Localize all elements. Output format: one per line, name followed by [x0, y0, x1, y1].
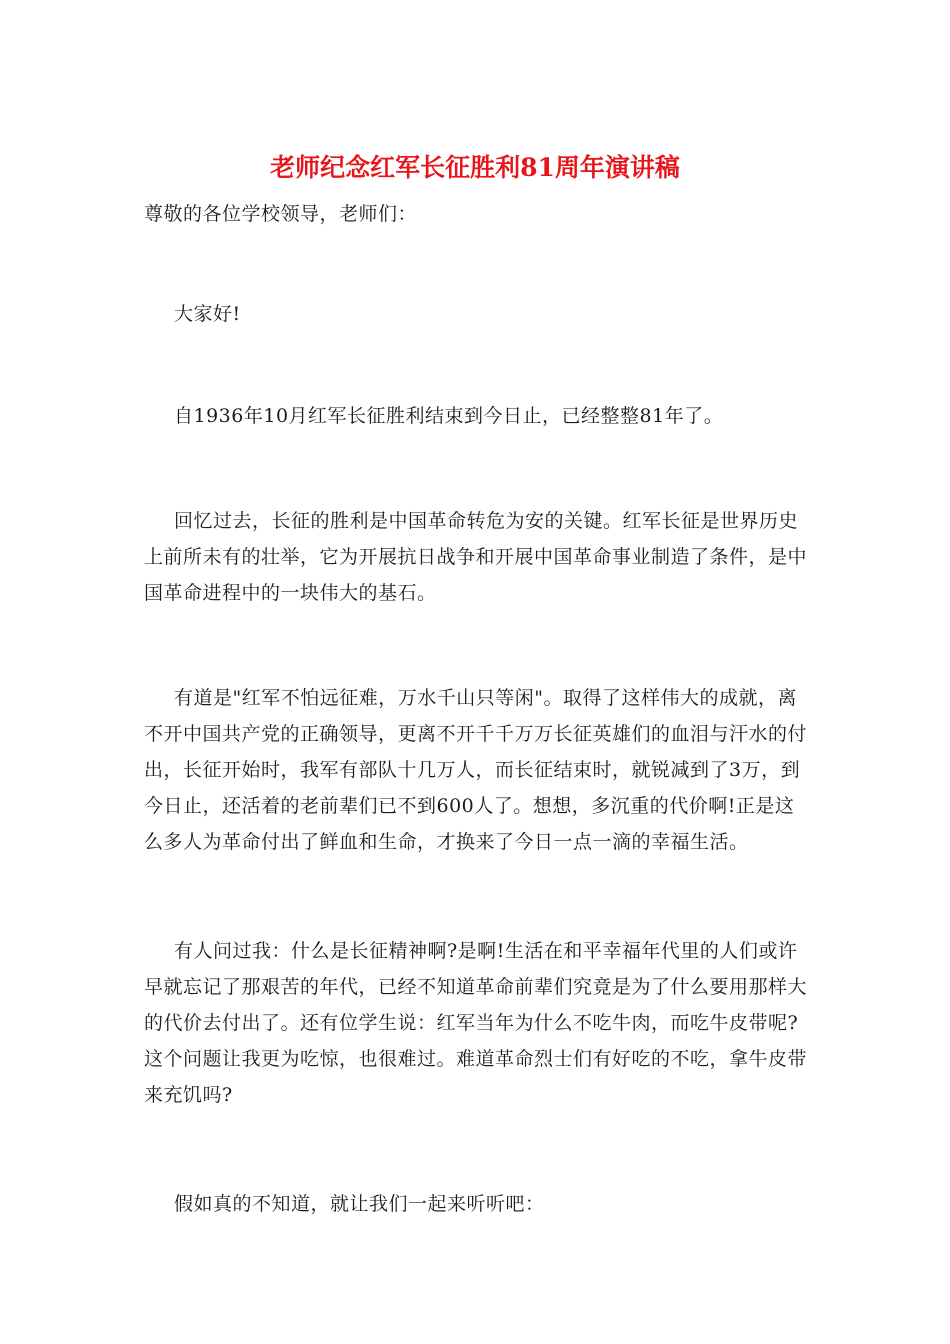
greeting: 大家好! — [174, 303, 241, 325]
paragraph-4: 有人问过我：什么是长征精神啊?是啊!生活在和平幸福年代里的人们或许早就忘记了那艰苦的年代，已经不知道革命前辈们究竟是为了什么要用那样大的代价去付出了。还有位学生说：红军当年为什么不吃牛肉，而吃牛皮带呢?这个问题让我更为吃惊，也很难过。难道革命烈士们有好吃的不吃，拿牛皮带来充饥吗? — [144, 940, 808, 1106]
paragraph-1: 自1936年10月红军长征胜利结束到今日止，已经整整81年了。 — [174, 405, 724, 427]
paragraph-3: 有道是"红军不怕远征难，万水千山只等闲"。取得了这样伟大的成就，离不开中国共产党的正确领导，更离不开千千万万长征英雄们的血泪与汗水的付出，长征开始时，我军有部队十几万人，而长征结束时，就锐减到了3万，到今日止，还活着的老前辈们已不到600人了。想想，多沉重的代价啊!正是这么多人为革命付出了鲜血和生命，才换来了今日一点一滴的幸福生活。 — [144, 687, 808, 853]
paragraph-2: 回忆过去，长征的胜利是中国革命转危为安的关键。红军长征是世界历史上前所未有的壮举，它为开展抗日战争和开展中国革命事业制造了条件，是中国革命进程中的一块伟大的基石。 — [144, 510, 808, 604]
salutation: 尊敬的各位学校领导，老师们： — [144, 203, 418, 225]
paragraph-5: 假如真的不知道，就让我们一起来听听吧： — [174, 1193, 545, 1215]
document-title: 老师纪念红军长征胜利81周年演讲稿 — [270, 153, 680, 182]
